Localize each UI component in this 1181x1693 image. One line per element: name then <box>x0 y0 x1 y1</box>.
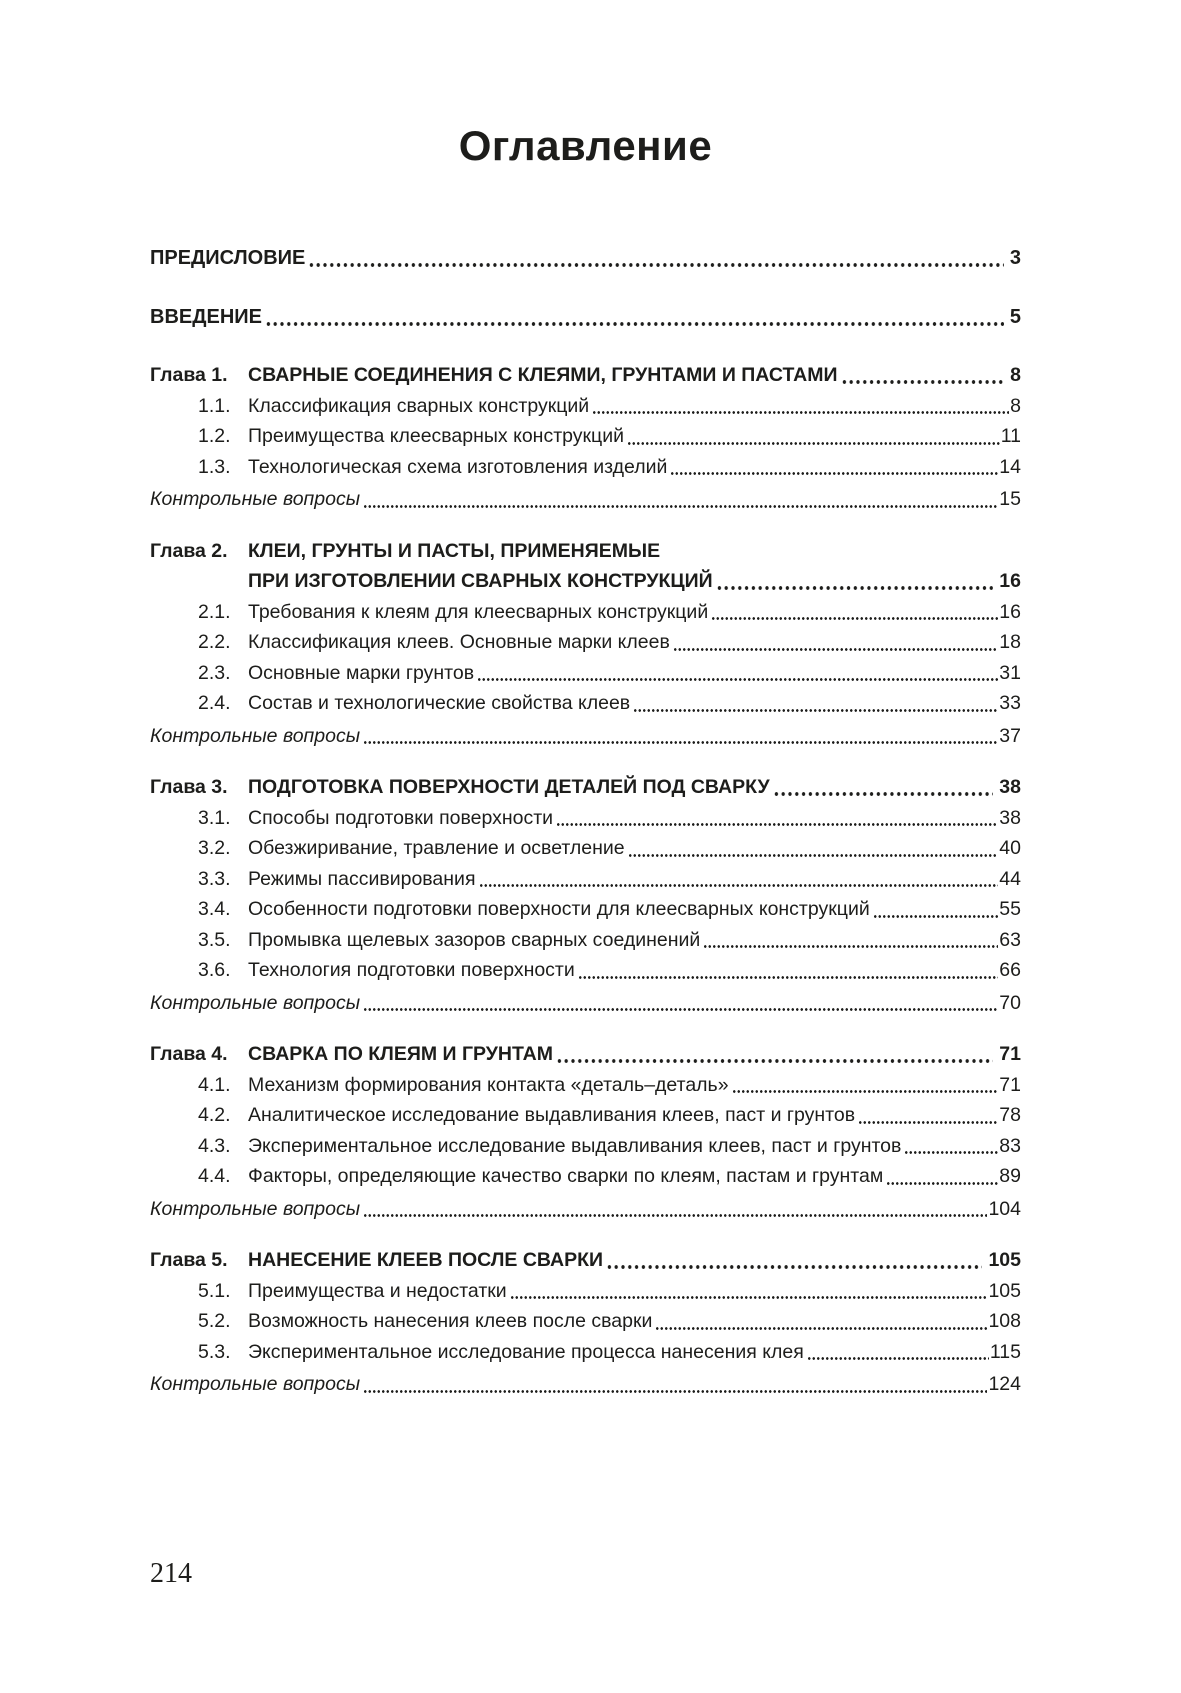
chapter-page: 8 <box>1010 364 1021 386</box>
section-page: 8 <box>1010 394 1021 417</box>
toc-section-4-1 <box>150 1070 1021 1101</box>
section-title: Классификация клеев. Основные марки клеев <box>248 631 670 653</box>
toc-section-3-1 <box>150 803 1021 834</box>
section-number: 4.3. <box>198 1134 231 1157</box>
questions-page: 70 <box>999 991 1021 1014</box>
section-number: 3.6. <box>198 959 231 981</box>
chapter-number: Глава 2. <box>150 539 228 562</box>
dot-leader <box>807 1337 989 1368</box>
section-title: Аналитическое исследование выдавливания клеев, паст и грунтов <box>248 1104 856 1126</box>
dot-leader <box>556 803 998 834</box>
chapter-title: СВАРНЫЕ СОЕДИНЕНИЯ С КЛЕЯМИ, ГРУНТАМИ И ПАСТАМИ <box>248 364 838 386</box>
section-page: 11 <box>1000 425 1021 447</box>
section-number: 2.4. <box>198 692 231 714</box>
section-page: 108 <box>988 1310 1021 1332</box>
toc-section-5-2 <box>150 1306 1021 1337</box>
section-page: 14 <box>999 455 1021 478</box>
chapter-number: Глава 4. <box>150 1043 228 1065</box>
section-page: 38 <box>999 806 1021 829</box>
dot-leader <box>627 421 1000 452</box>
chapter-title: КЛЕИ, ГРУНТЫ И ПАСТЫ, ПРИМЕНЯЕМЫЕ <box>248 539 661 562</box>
section-number: 2.2. <box>198 631 231 653</box>
section-page: 71 <box>999 1073 1021 1096</box>
toc-section-2-3 <box>150 658 1021 689</box>
dot-leader <box>556 1039 993 1070</box>
dot-leader <box>479 864 999 895</box>
toc-section-4-2 <box>150 1100 1021 1131</box>
section-number: 1.3. <box>198 455 231 478</box>
section-page: 55 <box>999 898 1021 920</box>
section-title: Механизм формирования контакта «деталь–деталь» <box>248 1073 729 1096</box>
questions-page: 124 <box>988 1373 1021 1395</box>
questions-label: Контрольные вопросы <box>150 488 361 510</box>
questions-label: Контрольные вопросы <box>150 1373 361 1395</box>
toc-section-2-4 <box>150 688 1021 719</box>
toc-entry-introduction <box>150 302 1021 333</box>
toc-questions-2 <box>150 721 1021 752</box>
dot-leader <box>904 1131 998 1162</box>
section-title: Экспериментальное исследование выдавливания клеев, паст и грунтов <box>248 1134 902 1157</box>
toc-section-3-5 <box>150 925 1021 956</box>
toc-questions-3 <box>150 988 1021 1019</box>
dot-leader <box>841 360 1005 391</box>
dot-leader <box>363 988 998 1019</box>
toc-questions-1 <box>150 484 1021 515</box>
dot-leader <box>873 894 999 925</box>
toc-chapter-2-line2 <box>150 566 1021 597</box>
toc-questions-5 <box>150 1369 1021 1400</box>
dot-leader <box>886 1161 998 1192</box>
section-number: 5.2. <box>198 1310 231 1332</box>
questions-label: Контрольные вопросы <box>150 1197 361 1220</box>
section-title: Технология подготовки поверхности <box>248 959 575 981</box>
section-number: 4.2. <box>198 1104 231 1126</box>
chapter-page: 38 <box>999 776 1021 798</box>
toc-section-3-3 <box>150 864 1021 895</box>
section-number: 2.1. <box>198 600 231 623</box>
dot-leader <box>606 1245 982 1276</box>
dot-leader <box>716 566 994 597</box>
dot-leader <box>510 1276 988 1307</box>
dot-leader <box>858 1100 998 1131</box>
section-page: 44 <box>999 867 1021 890</box>
toc-chapter-3 <box>150 772 1021 803</box>
section-title: Промывка щелевых зазоров сварных соединений <box>248 928 701 951</box>
dot-leader <box>773 772 994 803</box>
section-page: 66 <box>999 959 1021 981</box>
entry-label: ВВЕДЕНИЕ <box>150 305 262 328</box>
toc-chapter-2 <box>150 536 1021 567</box>
section-page: 31 <box>999 661 1021 684</box>
dot-leader <box>703 925 998 956</box>
chapter-title: ПОДГОТОВКА ПОВЕРХНОСТИ ДЕТАЛЕЙ ПОД СВАРКУ <box>248 776 770 798</box>
section-title: Технологическая схема изготовления изделий <box>248 455 668 478</box>
section-number: 4.4. <box>198 1165 231 1187</box>
entry-label: ПРЕДИСЛОВИЕ <box>150 247 306 269</box>
toc-chapter-5 <box>150 1245 1021 1276</box>
dot-leader <box>363 484 998 515</box>
dot-leader <box>308 243 1004 274</box>
page-title: Оглавление <box>458 122 713 169</box>
questions-page: 15 <box>999 488 1021 510</box>
questions-label: Контрольные вопросы <box>150 724 361 747</box>
section-page: 89 <box>999 1165 1021 1187</box>
entry-page: 3 <box>1009 247 1021 269</box>
toc-section-5-1 <box>150 1276 1021 1307</box>
questions-page: 37 <box>999 724 1021 747</box>
section-number: 1.2. <box>198 425 231 447</box>
section-title: Факторы, определяющие качество сварки по клеям, пастам и грунтам <box>248 1165 884 1187</box>
toc-section-2-2 <box>150 627 1021 658</box>
section-title: Требования к клеям для клеесварных конструкций <box>248 600 709 623</box>
section-number: 3.2. <box>198 837 231 859</box>
page-number: 214 <box>150 1558 192 1589</box>
chapter-page: 16 <box>999 570 1021 592</box>
dot-leader <box>578 955 999 986</box>
toc-chapter-4 <box>150 1039 1021 1070</box>
dot-leader <box>592 391 1009 422</box>
section-number: 3.4. <box>198 898 231 920</box>
section-number: 3.3. <box>198 867 231 890</box>
dot-leader <box>673 627 998 658</box>
toc-chapter-1 <box>150 360 1021 391</box>
dot-leader <box>363 1369 987 1400</box>
toc-section-1-2 <box>150 421 1021 452</box>
section-title: Классификация сварных конструкций <box>248 394 590 417</box>
section-page: 63 <box>999 928 1021 951</box>
dot-leader <box>670 452 998 483</box>
chapter-title: СВАРКА ПО КЛЕЯМ И ГРУНТАМ <box>248 1043 554 1065</box>
chapter-number: Глава 5. <box>150 1249 228 1271</box>
dot-leader <box>732 1070 999 1101</box>
dot-leader <box>628 833 999 864</box>
dot-leader <box>363 721 998 752</box>
section-title: Состав и технологические свойства клеев <box>248 692 631 714</box>
entry-page: 5 <box>1009 305 1021 328</box>
toc-section-3-4 <box>150 894 1021 925</box>
questions-page: 104 <box>988 1197 1021 1220</box>
dot-leader <box>363 1194 987 1225</box>
toc-section-3-2 <box>150 833 1021 864</box>
section-title: Преимущества и недостатки <box>248 1279 507 1302</box>
section-page: 105 <box>988 1279 1021 1302</box>
section-number: 4.1. <box>198 1073 231 1096</box>
toc-section-1-3 <box>150 452 1021 483</box>
section-page: 18 <box>999 631 1021 653</box>
chapter-title: НАНЕСЕНИЕ КЛЕЕВ ПОСЛЕ СВАРКИ <box>248 1249 604 1271</box>
section-title: Экспериментальное исследование процесса нанесения клея <box>248 1340 804 1363</box>
section-title: Способы подготовки поверхности <box>248 806 554 829</box>
toc-section-3-6 <box>150 955 1021 986</box>
chapter-title: ПРИ ИЗГОТОВЛЕНИИ СВАРНЫХ КОНСТРУКЦИЙ <box>248 570 713 592</box>
section-number: 1.1. <box>198 394 231 417</box>
section-title: Режимы пассивирования <box>248 867 476 890</box>
dot-leader <box>477 658 998 689</box>
section-page: 83 <box>999 1134 1021 1157</box>
chapter-number: Глава 3. <box>150 776 228 798</box>
section-title: Возможность нанесения клеев после сварки <box>248 1310 653 1332</box>
chapter-page: 105 <box>988 1249 1021 1271</box>
section-page: 40 <box>999 837 1021 859</box>
section-page: 78 <box>999 1104 1021 1126</box>
section-number: 3.1. <box>198 806 231 829</box>
section-title: Преимущества клеесварных конструкций <box>248 425 624 447</box>
toc-section-2-1 <box>150 597 1021 628</box>
section-page: 33 <box>999 692 1021 714</box>
chapter-number: Глава 1. <box>150 364 228 386</box>
questions-label: Контрольные вопросы <box>150 991 361 1014</box>
dot-leader <box>633 688 998 719</box>
toc-section-1-1 <box>150 391 1021 422</box>
section-page: 115 <box>989 1340 1021 1363</box>
section-title: Особенности подготовки поверхности для клеесварных конструкций <box>248 898 870 920</box>
dot-leader <box>265 302 1004 333</box>
toc-section-5-3 <box>150 1337 1021 1368</box>
section-number: 5.1. <box>198 1279 231 1302</box>
section-title: Обезжиривание, травление и осветление <box>248 837 625 859</box>
toc-list <box>150 243 1021 1400</box>
section-page: 16 <box>999 600 1021 623</box>
dot-leader <box>711 597 998 628</box>
toc-entry-preface <box>150 243 1021 274</box>
toc-questions-4 <box>150 1194 1021 1225</box>
section-number: 2.3. <box>198 661 231 684</box>
section-number: 3.5. <box>198 928 231 951</box>
section-title: Основные марки грунтов <box>248 661 475 684</box>
toc-section-4-4 <box>150 1161 1021 1192</box>
toc-section-4-3 <box>150 1131 1021 1162</box>
section-number: 5.3. <box>198 1340 231 1363</box>
dot-leader <box>655 1306 987 1337</box>
chapter-page: 71 <box>999 1043 1021 1065</box>
